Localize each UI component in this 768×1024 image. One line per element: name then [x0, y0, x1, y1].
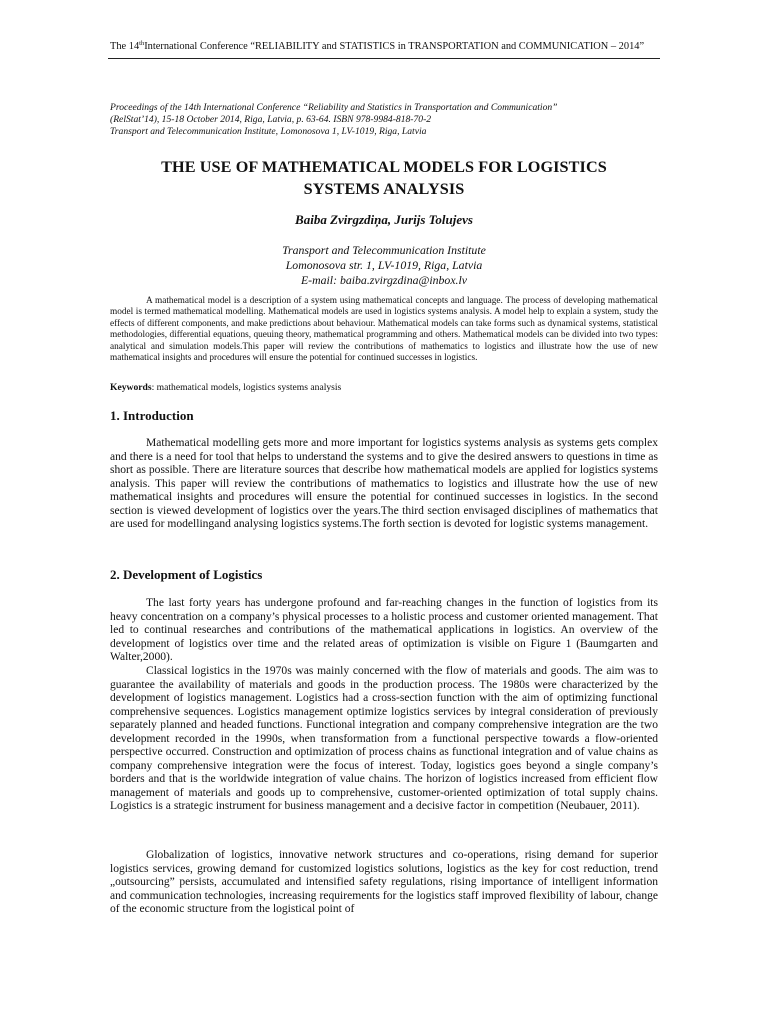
proceedings-line-3: Transport and Telecommunication Institute, Lomonosova 1, LV-1019, Riga, Latvia: [110, 125, 427, 137]
header-superscript: th: [139, 40, 145, 47]
keywords-text: : mathematical models, logistics systems analysis: [151, 382, 342, 393]
header-prefix: The 14: [110, 41, 140, 52]
running-header: [110, 40, 658, 53]
header-rule: [108, 58, 660, 59]
proceedings-info: [110, 102, 658, 137]
section-heading-development: 2. Development of Logistics: [110, 567, 263, 582]
title-line-1: THE USE OF MATHEMATICAL MODELS FOR LOGISTICS: [161, 158, 607, 176]
development-paragraph-3: Globalization of logistics, innovative network structures and co-operations, rising demand for superior logistics services, growing demand for customized logistics solutions, logistics as the key for cost reduction, trend „outsourcing” persists, accumulated and intensified safety regulations, rising importance of intelligent information and communication technologies, increasing requirements for the logistics staff improved flexibility of labour, change of the economic structure from the logistical point of: [110, 849, 658, 916]
development-paragraph-2: Classical logistics in the 1970s was mainly concerned with the flow of materials and goods. The aim was to guarantee the availability of materials and goods in the production process. The 1980s were characterized by the development of logistics management. Logistics had a cross-section function with the aim of optimizing functional comprehensive sequences. Logistics management optimize logistics services by integral consideration of previously separately planned and headed functions. Functional integration and company comprehensive integration are the two development recorded in the 1990s, when transformation from a functional perspective towards a flow-oriented perspective occurred. Construction and optimization of process chains as functional integration and of value chains as company comprehensive integration were the focus of interest. Today, logistics goes beyond a single company’s borders and that is the worldwide integration of value chains. The horizon of logistics increased from efficient flow management of materials and goods up to comprehensive, customer-oriented optimization of total supply chains. Logistics is a strategic instrument for business management and a decisive factor in competition (Neubauer, 2011).: [110, 665, 658, 813]
affiliation-address: Lomonosova str. 1, LV-1019, Riga, Latvia: [285, 258, 483, 272]
authors: Baiba Zvirgzdiņa, Jurijs Tolujevs: [295, 212, 473, 227]
section-heading-introduction: 1. Introduction: [110, 408, 194, 423]
title-line-2: SYSTEMS ANALYSIS: [303, 180, 465, 198]
affiliation: [110, 243, 658, 288]
paper-title: [110, 156, 658, 200]
abstract: A mathematical model is a description of a system using mathematical concepts and language. The process of developing mathematical model is termed mathematical modelling. Mathematical models are used in logistics systems analysis. A model help to explain a system, study the effects of different components, and make predictions about behaviour. Mathematical models can take forms such as dynamical systems, statistical methodologies, differential equations, queuing theory, mathematical programming and others. Mathematical models can be divided into two types: analytical and simulation models.This paper will review the contributions of mathematics to logistics and illustrate how the use of new mathematical insights and procedures will ensure the potential for continued successes in logistics.: [110, 296, 658, 364]
proceedings-line-1: Proceedings of the 14th International Conference “Reliability and Statistics in Transportation and Communication”: [110, 102, 558, 113]
development-paragraph-1: The last forty years has undergone profound and far-reaching changes in the function of logistics from its heavy concentration on a company’s physical processes to a holistic process and customer oriented management. That led to continual researches and contributions of the mathematical applications in logistics. An overview of the development of logistics over time and the related areas of optimization is visible on Figure 1 (Baumgarten and Walter,2000).: [110, 597, 658, 664]
proceedings-line-2: (RelStat’14), 15-18 October 2014, Riga, Latvia, p. 63-64. ISBN 978-9984-818-70-2: [110, 113, 432, 125]
keywords: [110, 382, 658, 394]
affiliation-institute: Transport and Telecommunication Institute: [282, 243, 486, 257]
keywords-label: Keywords: [110, 382, 152, 393]
affiliation-email: E-mail: baiba.zvirgzdina@inbox.lv: [300, 273, 468, 287]
intro-paragraph-1: Mathematical modelling gets more and more important for logistics systems analysis as systems gets complex and there is a need for tool that helps to understand the systems and to give the desired answers to questions in time as short as possible. There are literature sources that describe how mathematical models are applied for logistics systems analysis. This paper will review the contributions of mathematics to logistics and illustrate how the use of new mathematical insights and procedures will ensure the potential for continued successes in logistics. In the second section is viewed development of logistics over the years.The third section envisaged disciplines of mathematics that are used for modellingand analysing logistics systems.The forth section is devoted for logistic systems management.: [110, 437, 658, 531]
header-rest: International Conference “RELIABILITY and STATISTICS in TRANSPORTATION and COMMUNICATION – 2014”: [144, 41, 645, 52]
